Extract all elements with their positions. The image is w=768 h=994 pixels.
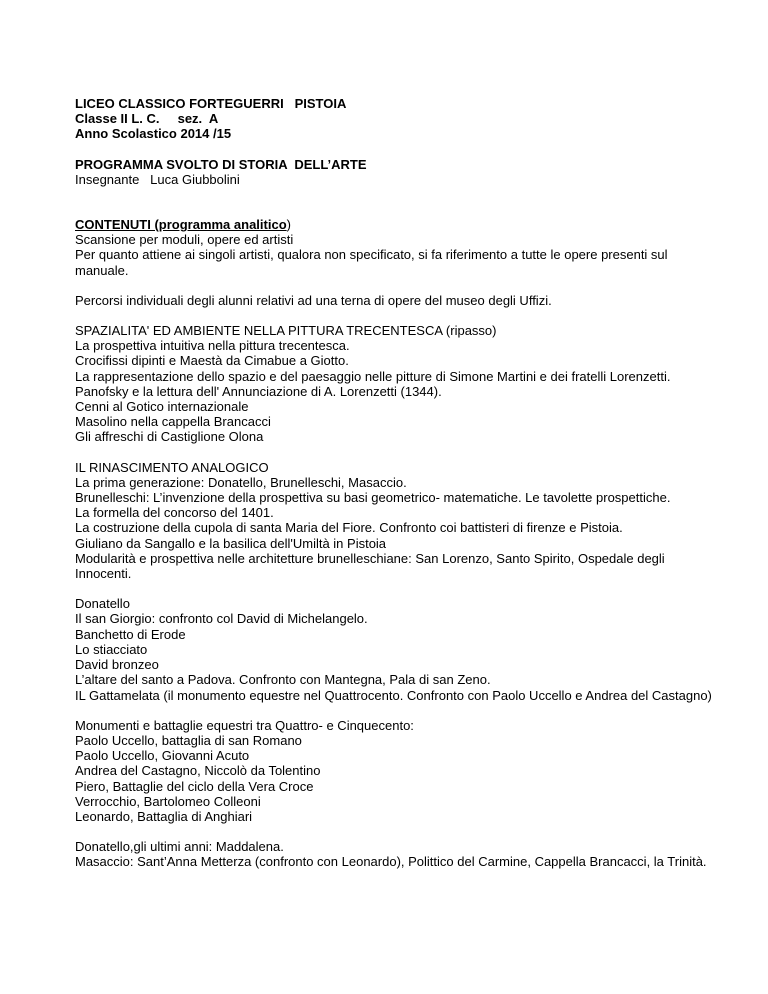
section-line: Masaccio: Sant’Anna Metterza (confronto con Leonardo), Polittico del Carmine, Cappella Brancacci, la Trinità.: [75, 854, 707, 870]
contents-line: Scansione per moduli, opere ed artisti: [75, 232, 294, 248]
class-info: Classe II L. C. sez. A: [75, 111, 219, 127]
section-line: Lo stiacciato: [75, 641, 148, 657]
section-line: La rappresentazione dello spazio e del paesaggio nelle pitture di Simone Martini e dei fratelli Lorenzetti.: [75, 368, 671, 384]
section-title: Donatello,gli ultimi anni: Maddalena.: [75, 839, 284, 855]
section-rinascimento: [75, 460, 715, 582]
contents-line: Per quanto attiene ai singoli artisti, qualora non specificato, si fa riferimento a tutte le opere presenti sul manuale.: [75, 247, 672, 278]
contents-note: Percorsi individuali degli alunni relativi ad una terna di opere del museo degli Uffizi.: [75, 292, 552, 308]
section-line: Cenni al Gotico internazionale: [75, 399, 249, 415]
school-year: Anno Scolastico 2014 /15: [75, 126, 232, 142]
section-line: La prospettiva intuitiva nella pittura trecentesca.: [75, 338, 350, 354]
section-line: Leonardo, Battaglia di Anghiari: [75, 808, 253, 824]
section-line: Masolino nella cappella Brancacci: [75, 414, 271, 430]
section-line: David bronzeo: [75, 657, 159, 673]
header-block: [75, 96, 715, 142]
contents-block: [75, 217, 715, 278]
section-ultimi-anni: [75, 839, 715, 869]
program-block: [75, 157, 715, 187]
section-line: Verrocchio, Bartolomeo Colleoni: [75, 793, 261, 809]
section-title: Donatello: [75, 596, 130, 612]
school-name: LICEO CLASSICO FORTEGUERRI PISTOIA: [75, 96, 347, 111]
contents-heading-paren: ): [286, 217, 291, 233]
section-monumenti: [75, 718, 715, 824]
section-title: SPAZIALITA' ED AMBIENTE NELLA PITTURA TRECENTESCA (ripasso): [75, 323, 497, 339]
section-line: Paolo Uccello, battaglia di san Romano: [75, 732, 302, 748]
section-line: Il san Giorgio: confronto col David di Michelangelo.: [75, 611, 368, 627]
section-line: Piero, Battaglie del ciclo della Vera Croce: [75, 778, 314, 794]
section-line: L’altare del santo a Padova. Confronto con Mantegna, Pala di san Zeno.: [75, 672, 491, 688]
section-line: Gli affreschi di Castiglione Olona: [75, 429, 264, 445]
teacher-name: Insegnante Luca Giubbolini: [75, 171, 240, 187]
section-line: Andrea del Castagno, Niccolò da Tolentino: [75, 763, 321, 779]
section-line: Paolo Uccello, Giovanni Acuto: [75, 748, 250, 764]
section-title: IL RINASCIMENTO ANALOGICO: [75, 459, 269, 475]
section-line: Modularità e prospettiva nelle architetture brunelleschiane: San Lorenzo, Santo Spirito, Ospedale degli Innocenti.: [75, 550, 669, 582]
section-line: Banchetto di Erode: [75, 626, 186, 642]
program-title: PROGRAMMA SVOLTO DI STORIA DELL’ARTE: [75, 156, 367, 172]
section-line: La costruzione della cupola di santa Maria del Fiore. Confronto coi battisteri di firenze e Pistoia.: [75, 520, 623, 536]
section-line: La prima generazione: Donatello, Brunelleschi, Masaccio.: [75, 474, 407, 490]
section-line: IL Gattamelata (il monumento equestre nel Quattrocento. Confronto con Paolo Uccello e Andrea del Castagno): [75, 687, 712, 703]
section-title: Monumenti e battaglie equestri tra Quattro- e Cinquecento:: [75, 717, 414, 733]
section-line: Crocifissi dipinti e Maestà da Cimabue a Giotto.: [75, 353, 349, 369]
contents-note-block: [75, 293, 715, 308]
contents-heading: CONTENUTI (programma analitico: [75, 217, 287, 233]
section-line: Giuliano da Sangallo e la basilica dell'Umiltà in Pistoia: [75, 535, 387, 551]
document-body: [75, 96, 715, 870]
section-line: Brunelleschi: L’invenzione della prospettiva su basi geometrico- matematiche. Le tavolette prospettiche.: [75, 490, 671, 506]
section-line: La formella del concorso del 1401.: [75, 505, 274, 521]
section-line: Panofsky e la lettura dell' Annunciazione di A. Lorenzetti (1344).: [75, 383, 442, 399]
section-trecento: [75, 323, 715, 445]
section-donatello: [75, 596, 715, 702]
